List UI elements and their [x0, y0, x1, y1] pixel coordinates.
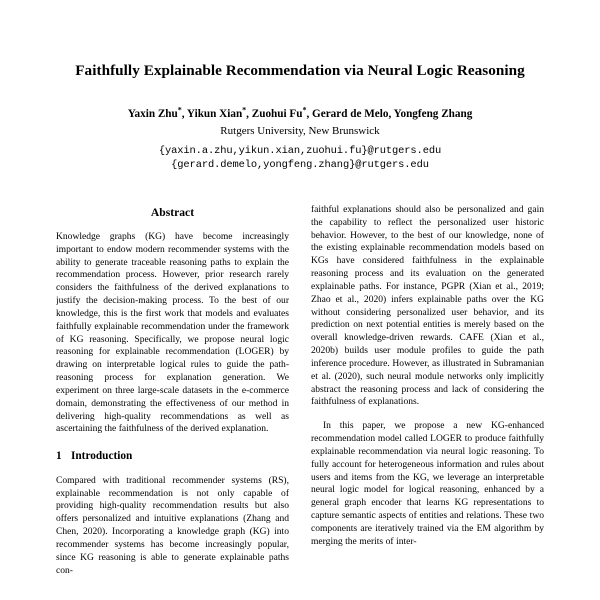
section-title: Introduction: [71, 450, 133, 463]
author-footnote-marker-2: *: [242, 105, 247, 115]
email-line-1: {yaxin.a.zhu,yikun.xian,zuohui.fu}@rutgers.edu: [158, 144, 442, 157]
introduction-paragraph-1: Compared with traditional recommender systems (RS), explainable recommendation is not only capable of providing high-quality recommendation results but also offers personalized and intuitive explanations (Zhang and Chen, 2020). Incorporating a knowledge graph (KG) into recommender systems has become increasingly popular, since KG reasoning is able to generate explainable paths con-: [56, 474, 289, 576]
author-emails: [56, 139, 544, 173]
author-name-2: , Yikun Xian: [181, 108, 243, 121]
author-footnote-marker-3: *: [302, 105, 307, 115]
author-name-4: , Gerard de Melo, Yongfeng Zhang: [306, 108, 473, 121]
abstract-heading: Abstract: [150, 206, 195, 219]
author-list: [56, 80, 544, 121]
email-line-2: {gerard.demelo,yongfeng.zhang}@rutgers.edu: [171, 158, 429, 171]
abstract-body: Knowledge graphs (KG) have become increasingly important to endow modern recommender systems with the ability to generate traceable reasoning paths to explain the recommendation process. However, prior research rarely considers the faithfulness of the derived explanations to justify the decision-making process. To the best of our knowledge, this is the first work that models and evaluates faithfully explainable recommendation under the framework of KG reasoning. Specifically, we propose neural logic reasoning for explainable recommendation (LOGER) by drawing on interpretable logical rules to guide the path-reasoning process for explanation generation. We experiment on three large-scale datasets in the e-commerce domain, demonstrating the effectiveness of our method in delivering high-quality recommendations as well as ascertaining the faithfulness of the derived explanation.: [56, 230, 289, 435]
right-column-paragraph-1: faithful explanations should also be personalized and gain the capability to reflect the personalized user historic behavior. However, to the best of our knowledge, none of the existing explainable recommendation models based on KGs have considered faithfulness in the explainable reasoning process and its evaluation on the generated explainable paths. For instance, PGPR (Xian et al., 2019; Zhao et al., 2020) infers explainable paths over the KG without considering personalized user behavior, and its prediction on next potential entities is merely based on the overall knowledge-driven rewards. CAFE (Xian et al., 2020b) builds user module profiles to guide the path inference procedure. However, as illustrated in Subramanian et al. (2020), such neural module networks only implicitly abstract the reasoning process and lack of considering the faithfulness of explanations.: [311, 204, 544, 408]
author-name-1: Yaxin Zhu: [127, 108, 178, 121]
left-column: [56, 204, 289, 600]
section-heading-introduction: [56, 436, 289, 464]
two-column-body: [0, 204, 600, 600]
author-name-3: , Zuohui Fu: [246, 108, 303, 121]
right-column: [311, 204, 544, 600]
author-footnote-marker-1: *: [177, 105, 182, 115]
page-title: Faithfully Explainable Recommendation via Neural Logic Reasoning: [75, 62, 525, 79]
section-number: 1: [56, 450, 62, 463]
right-column-paragraph-2: In this paper, we propose a new KG-enhanced recommendation model called LOGER to produce faithfully explainable recommendation via neural logic reasoning. To fully account for heterogeneous information and rules about users and items from the KG, we leverage an interpretable neural logic model for logical reasoning, enhanced by a general graph encoder that learns KG representations to capture semantic aspects of entities and relations. These two components are iteratively trained via the EM algorithm by merging the merits of inter-: [311, 420, 544, 547]
affiliation: Rutgers University, New Brunswick: [220, 125, 380, 138]
paper-header: [0, 0, 600, 172]
